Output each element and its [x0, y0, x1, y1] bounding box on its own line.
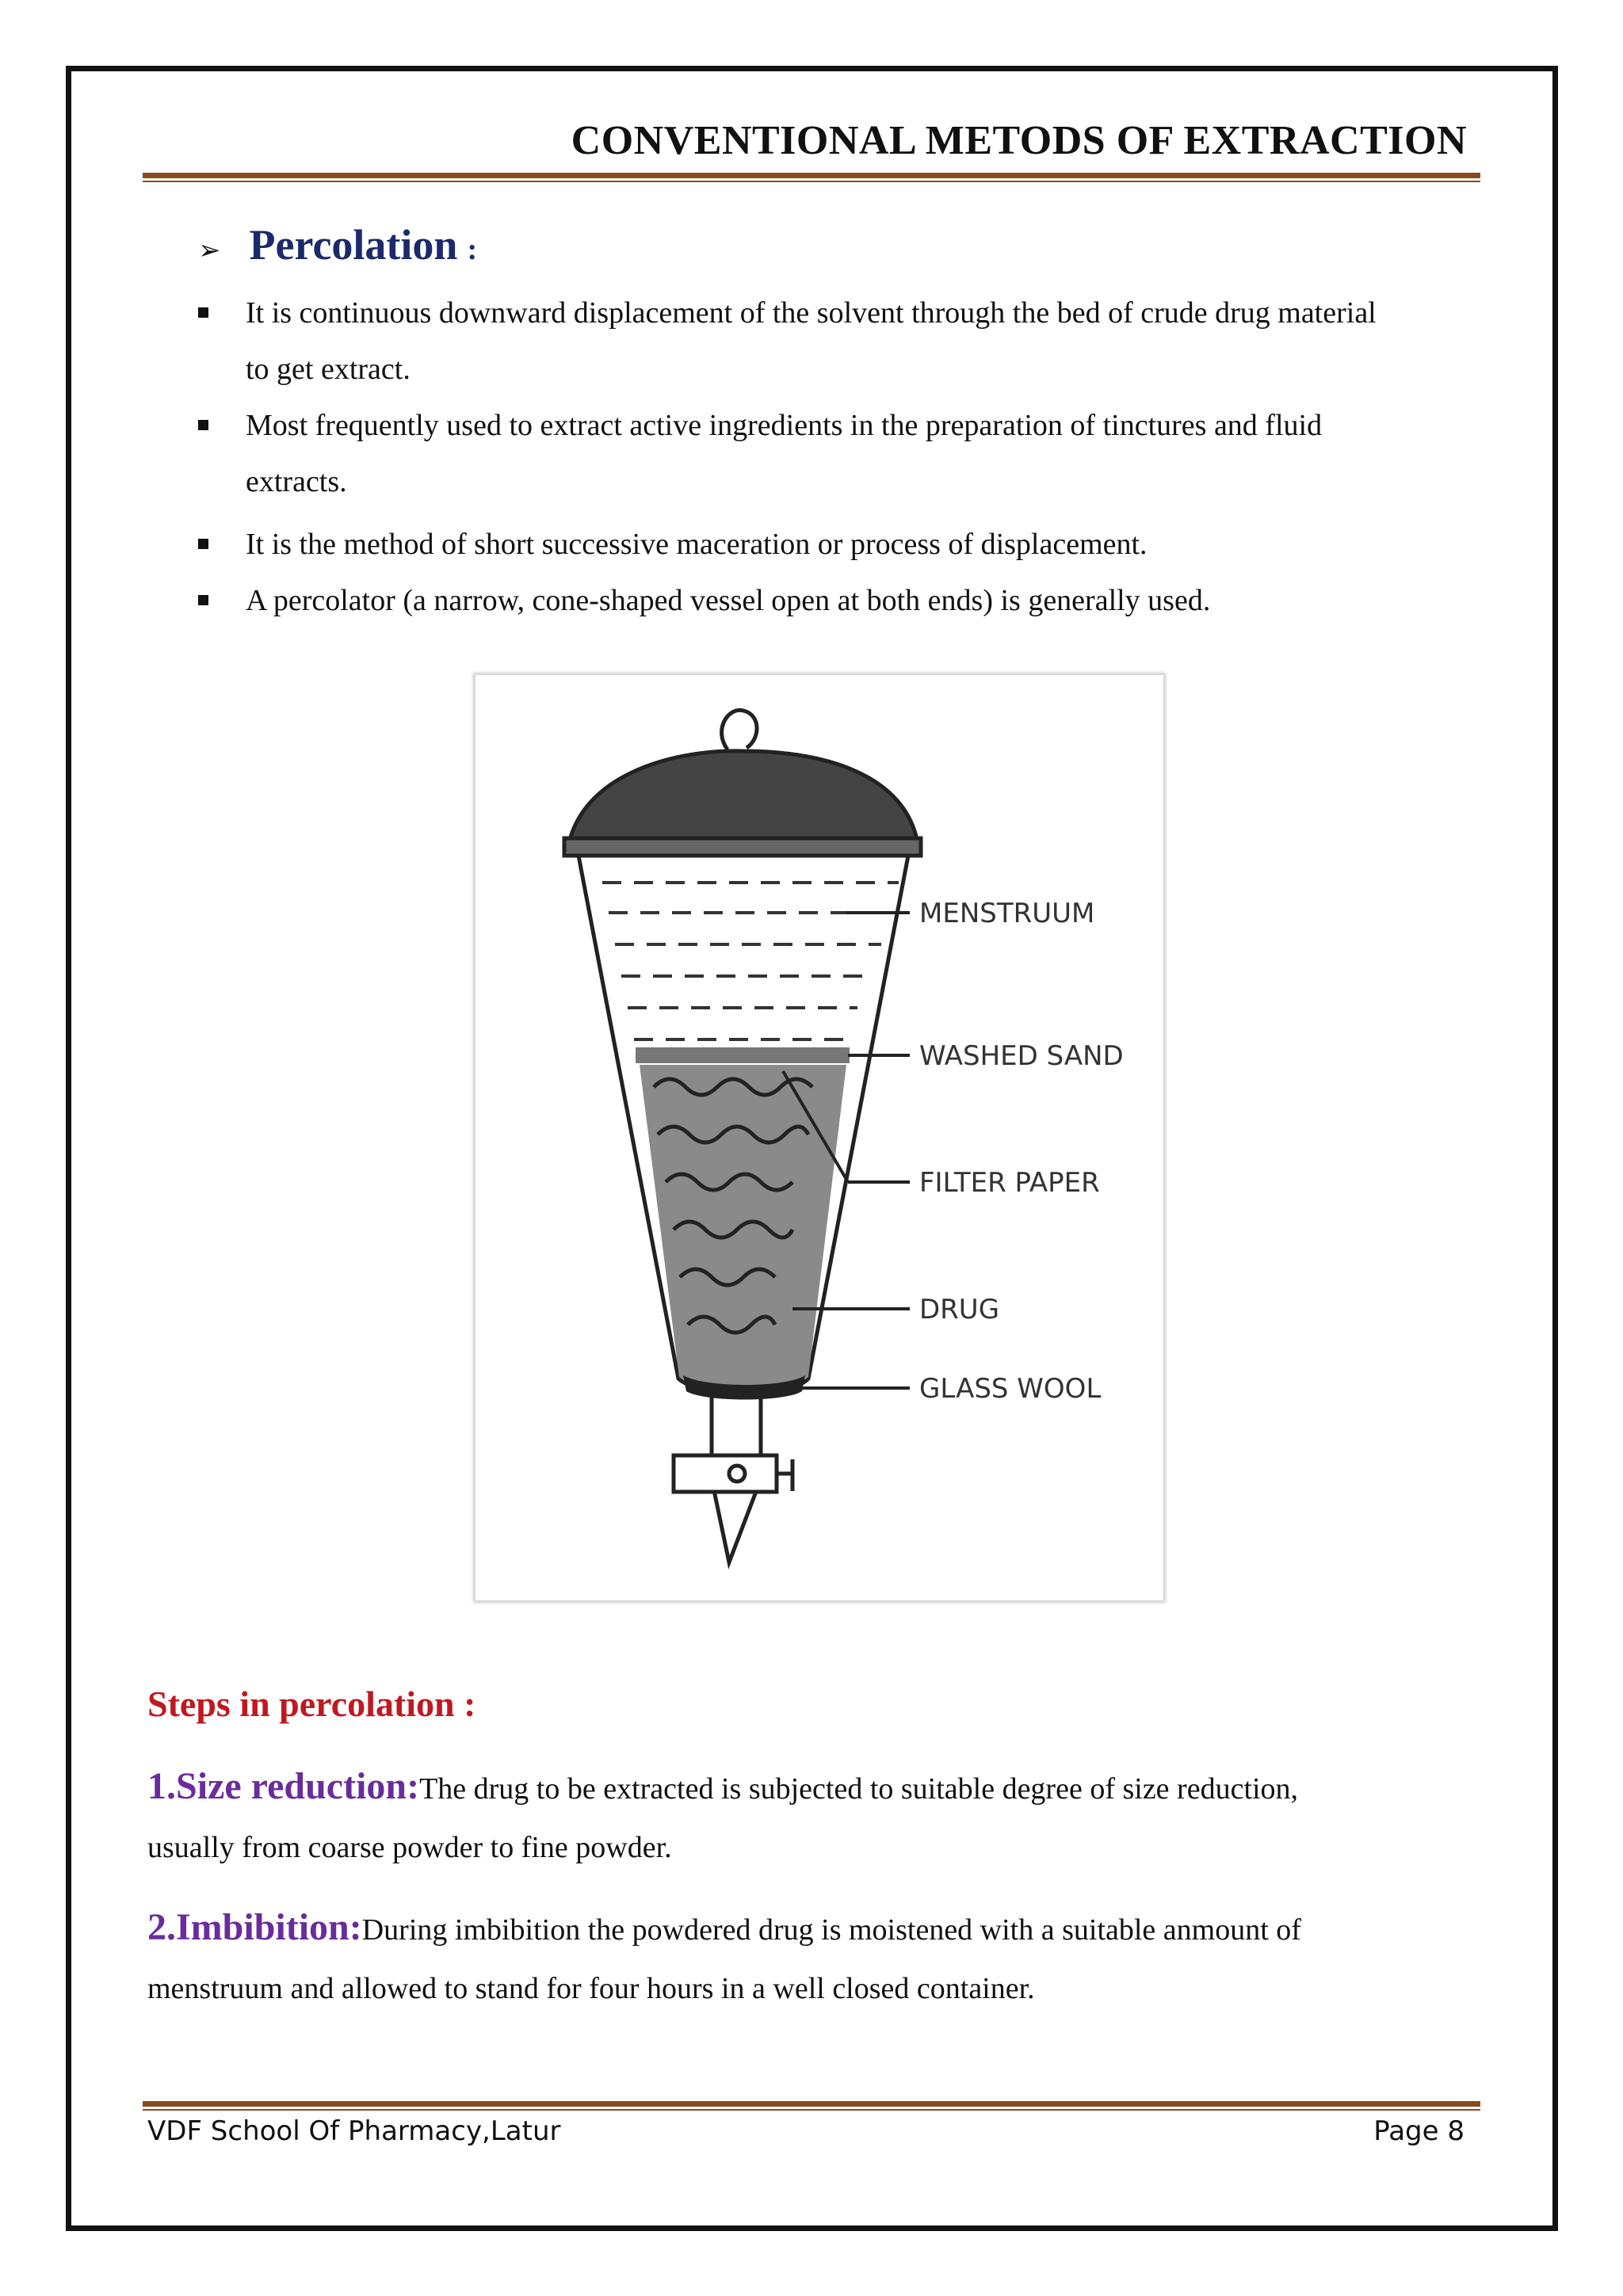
footer-page-number: Page 8 [1373, 2115, 1465, 2147]
bullet-text: Most frequently used to extract active ingredients in the preparation of tinctures and fluid [246, 409, 1323, 442]
stopcock [674, 1455, 777, 1492]
figure-labels [919, 898, 1124, 1405]
bullet-text-cont: extracts. [246, 465, 347, 498]
steps-heading: Steps in percolation : [147, 1684, 476, 1724]
bullet-text: It is the method of short successive maceration or process of displacement. [246, 528, 1148, 561]
lid-rim [564, 838, 921, 856]
label-filter-paper: FILTER PAPER [919, 1167, 1100, 1199]
menstruum-layer [602, 883, 899, 1039]
step-text: The drug to be extracted is subjected to suitable degree of size reduction, [419, 1772, 1299, 1806]
bullet-text-cont: to get extract. [246, 353, 411, 386]
percolator-figure [475, 675, 1163, 1600]
step-item [147, 1757, 1495, 1877]
label-menstruum: MENSTRUUM [919, 898, 1095, 929]
section-title: Percolation [249, 221, 458, 269]
bullet-text: A percolator (a narrow, cone-shaped vessel open at both ends) is generally used. [246, 584, 1211, 617]
washed-sand-layer [636, 1047, 850, 1063]
list-item [198, 573, 1498, 629]
step-text-cont: usually from coarse powder to fine powder. [147, 1831, 672, 1864]
label-glass-wool: GLASS WOOL [919, 1373, 1102, 1405]
step-text-cont: menstruum and allowed to stand for four hours in a well closed container. [147, 1972, 1035, 2005]
square-bullet-icon [198, 420, 208, 430]
square-bullet-icon [198, 307, 208, 318]
bullet-list [198, 285, 1498, 629]
stopcock-handle [777, 1459, 792, 1491]
lid-dome [569, 751, 918, 843]
step-label: 1.Size reduction: [147, 1765, 420, 1807]
section-heading [198, 220, 477, 269]
section-colon: : [467, 233, 478, 266]
footer-rule [143, 2101, 1480, 2111]
step-text: During imbibition the powdered drug is moistened with a suitable anmount of [361, 1913, 1301, 1947]
lid-hook [722, 710, 757, 749]
arrow-bullet-icon: ➢ [198, 235, 221, 266]
step-item [147, 1898, 1495, 2018]
square-bullet-icon [198, 539, 208, 549]
list-item [198, 285, 1498, 398]
label-washed-sand: WASHED SAND [919, 1040, 1124, 1072]
bullet-text: It is continuous downward displacement of the solvent through the bed of crude drug material [246, 296, 1377, 330]
page-title: CONVENTIONAL METODS OF EXTRACTION [571, 118, 1467, 163]
stopcock-hole [729, 1466, 745, 1482]
step-label: 2.Imbibition: [147, 1906, 362, 1948]
label-drug: DRUG [919, 1294, 1000, 1325]
square-bullet-icon [198, 595, 208, 605]
percolator-diagram [475, 675, 1163, 1600]
header-rule [143, 173, 1480, 182]
list-item [198, 398, 1498, 510]
footer-school: VDF School Of Pharmacy,Latur [147, 2115, 561, 2147]
list-item [198, 517, 1498, 573]
